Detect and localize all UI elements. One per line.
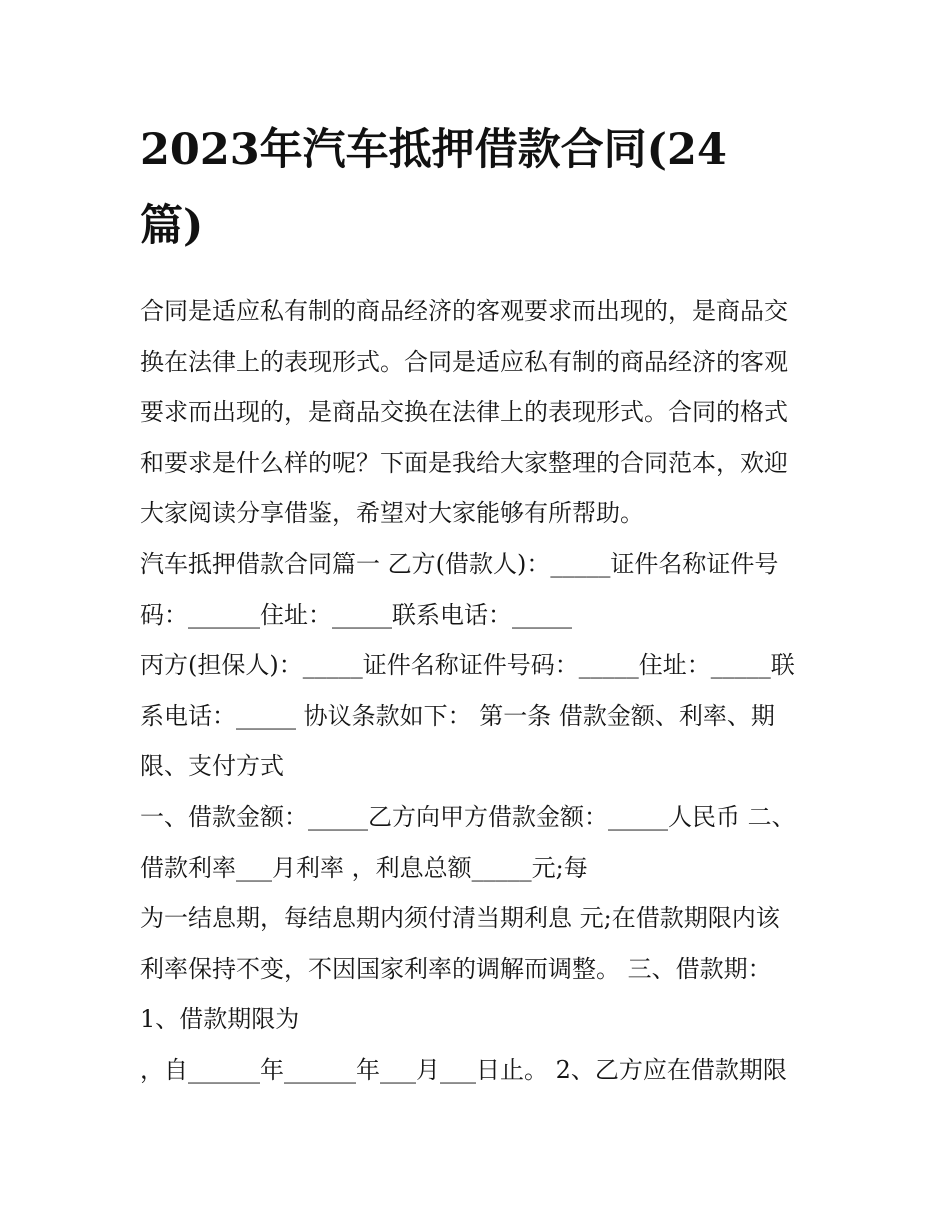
body-line: 汽车抵押借款合同篇一 乙方(借款人)：_____证件名称证件号 <box>140 549 779 578</box>
title-line-1: 2023年汽车抵押借款合同(24 <box>140 125 727 175</box>
body-line: 大家阅读分享借鉴，希望对大家能够有所帮助。 <box>140 499 644 528</box>
body-line: 码：______住址：_____联系电话：_____ <box>140 600 572 629</box>
body-line: 要求而出现的，是商品交换在法律上的表现形式。合同的格式 <box>140 398 788 427</box>
document-title <box>140 112 820 264</box>
body-line: 1、借款期限为 <box>140 1005 300 1034</box>
body-line: 限、支付方式 <box>140 752 284 781</box>
body-line: 一、借款金额：_____乙方向甲方借款金额：_____人民币 二、 <box>140 802 796 831</box>
body-line: 为一结息期，每结息期内须付清当期利息 元;在借款期限内该 <box>140 904 780 933</box>
body-line: 换在法律上的表现形式。合同是适应私有制的商品经济的客观 <box>140 347 788 376</box>
body-line: 丙方(担保人)：_____证件名称证件号码：_____住址：_____联 <box>140 651 795 680</box>
body-line: 和要求是什么样的呢？下面是我给大家整理的合同范本，欢迎 <box>140 448 788 477</box>
body-line: ，自______年______年___月___日止。 2、乙方应在借款期限 <box>140 1055 787 1084</box>
title-line-2: 篇) <box>140 201 204 251</box>
document-page <box>140 112 820 1096</box>
body-line: 借款利率___月利率 ，利息总额_____元;每 <box>140 853 588 882</box>
document-body <box>140 286 820 1096</box>
body-line: 合同是适应私有制的商品经济的客观要求而出现的，是商品交 <box>140 297 788 325</box>
body-line: 利率保持不变，不因国家利率的调解而调整。 三、借款期： <box>140 954 772 983</box>
body-line: 系电话：_____ 协议条款如下： 第一条 借款金额、利率、期 <box>140 701 775 730</box>
